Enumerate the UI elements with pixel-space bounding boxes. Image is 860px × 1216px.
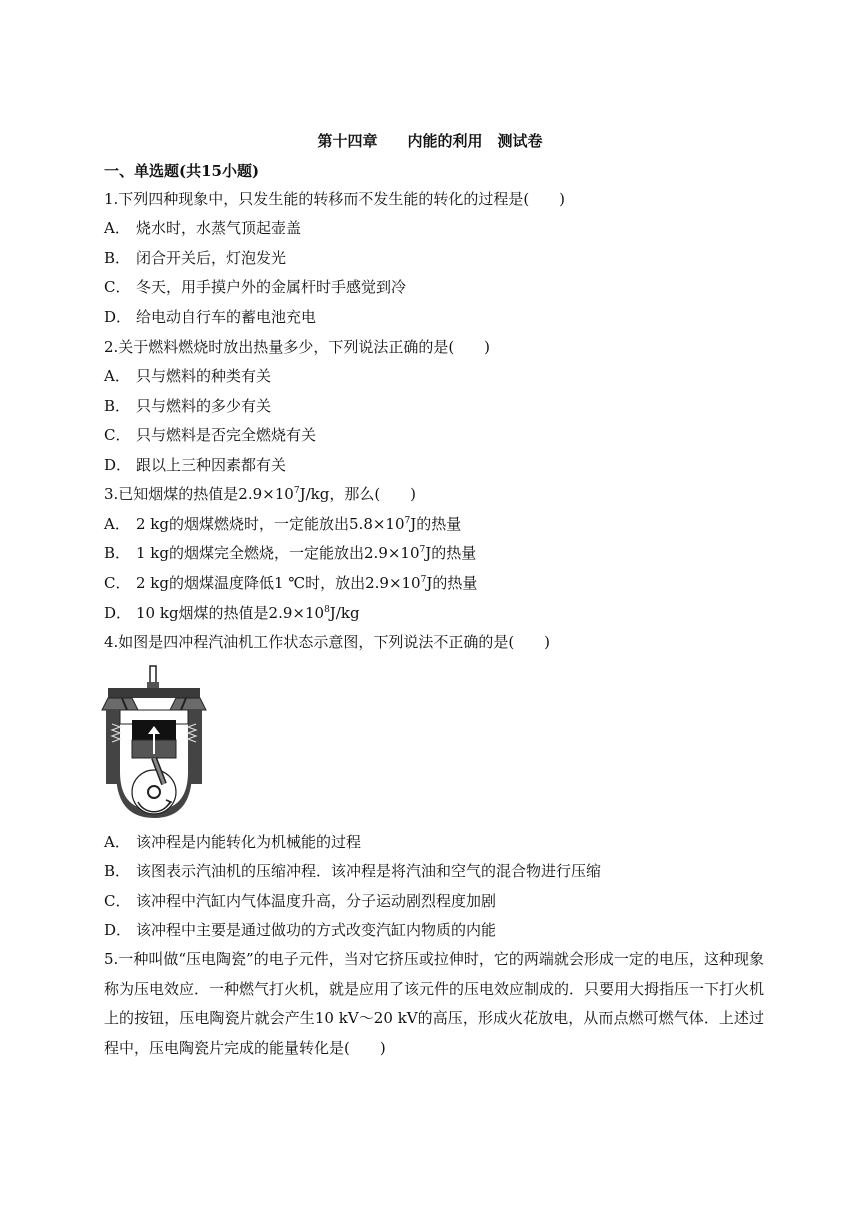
question-1-option-a: A． 烧水时，水蒸气顶起壶盖 xyxy=(104,219,302,237)
question-3-option-a: A． 2 kg的烟煤燃烧时，一定能放出$5.8\times 10^7J$的热量 xyxy=(104,515,462,533)
question-2-option-a: A． 只与燃料的种类有关 xyxy=(104,367,272,385)
question-2-option-d: D． 跟以上三种因素都有关 xyxy=(104,456,287,474)
question-5-stem: 5.一种叫做“压电陶瓷”的电子元件，当对它挤压或拉伸时，它的两端就会形成一定的电压，这种现象称为压电效应．一种燃气打火机，就是应用了该元件的压电效应制成的．只要用大拇指压一下打火机上的按钮，压电陶瓷片就会产生10 kV～20 kV的高压，形成火花放电，从而点燃可燃气体．上述过程中，压电陶瓷片完成的能量转化是( ) xyxy=(104,950,765,1057)
question-3-option-b: B． 1 kg的烟煤完全燃烧，一定能放出$2.9\times 10^7J$的热量 xyxy=(104,544,477,562)
question-1-option-c: C． 冬天，用手摸户外的金属杆时手感觉到冷 xyxy=(104,278,407,296)
question-3-option-c: C． 2 kg的烟煤温度降低1 ℃时，放出$2.9\times 10^7J$的热量 xyxy=(104,574,478,592)
question-4-option-b: B． 该图表示汽油机的压缩冲程．该冲程是将汽油和空气的混合物进行压缩 xyxy=(104,862,602,880)
question-2-option-c: C． 只与燃料是否完全燃烧有关 xyxy=(104,426,317,444)
question-4-option-d: D． 该冲程中主要是通过做功的方式改变汽缸内物质的内能 xyxy=(104,921,497,939)
question-4-stem: 4.如图是四冲程汽油机工作状态示意图，下列说法不正确的是( ) xyxy=(104,633,551,651)
question-1-option-d: D． 给电动自行车的蓄电池充电 xyxy=(104,308,317,326)
question-1-stem: 1.下列四种现象中，只发生能的转移而不发生能的转化的过程是( ) xyxy=(104,190,566,208)
question-2-stem: 2.关于燃料燃烧时放出热量多少，下列说法正确的是( ) xyxy=(104,338,491,356)
section-heading: 一、单选题(共15小题) xyxy=(104,162,260,180)
page-title: 第十四章 内能的利用 测试卷 xyxy=(317,132,543,150)
question-4-option-a: A． 该冲程是内能转化为机械能的过程 xyxy=(104,833,362,851)
question-4-option-c: C． 该冲程中汽缸内气体温度升高，分子运动剧烈程度加剧 xyxy=(104,892,497,910)
question-3-stem: 3.已知烟煤的热值是$2.9\times 10^7J/kg$，那么( ) xyxy=(104,485,417,503)
question-2-option-b: B． 只与燃料的多少有关 xyxy=(104,397,272,415)
engine-diagram xyxy=(98,664,210,820)
question-1-option-b: B． 闭合开关后，灯泡发光 xyxy=(104,249,287,267)
question-3-option-d: D． 10 kg烟煤的热值是$2.9\times 10^8J/kg$ xyxy=(104,604,360,622)
